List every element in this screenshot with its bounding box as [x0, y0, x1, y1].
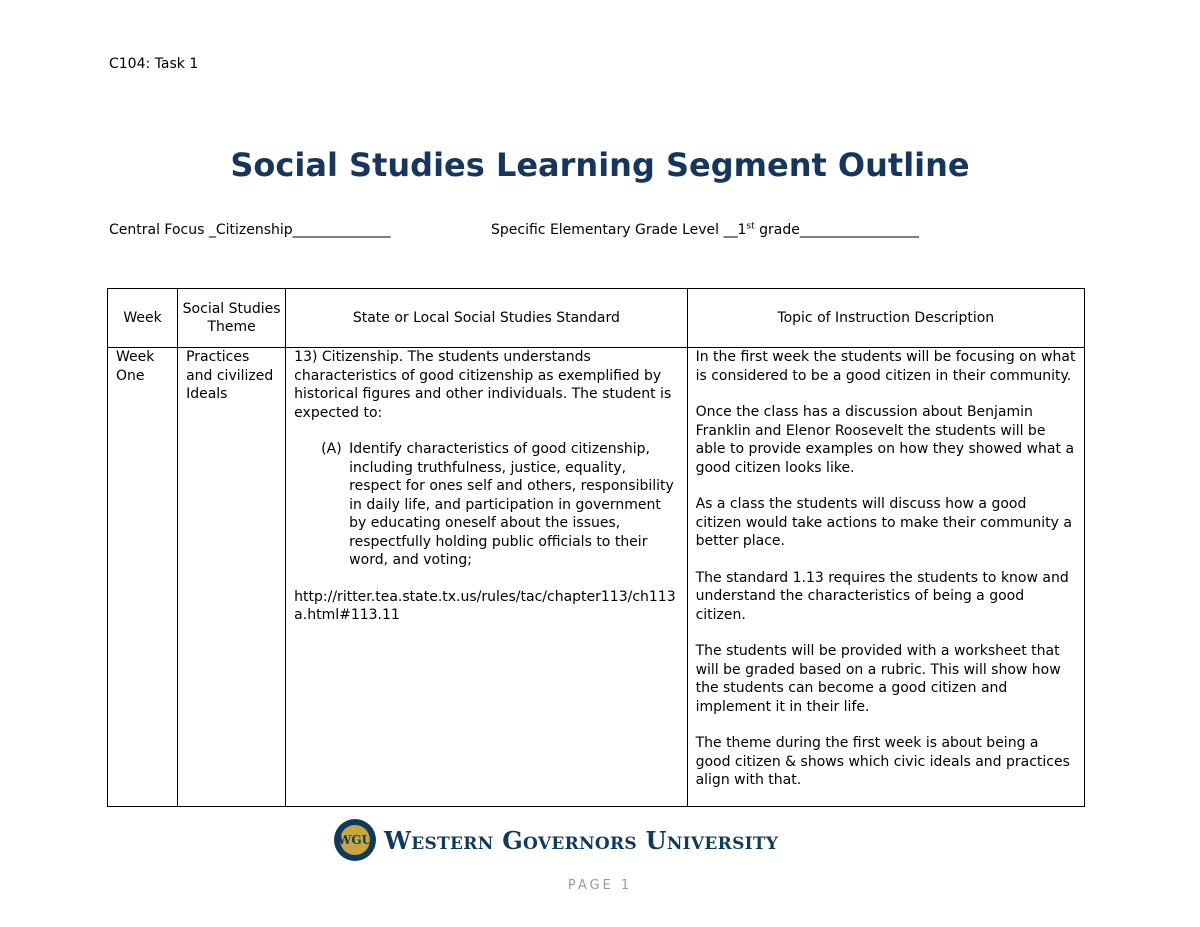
header-row — [108, 289, 1085, 348]
document-title: Social Studies Learning Segment Outline — [230, 146, 970, 184]
topic-paragraph: The standard 1.13 requires the students to know and understand the characteristics of being a good citizen. — [695, 569, 1069, 623]
standard-item-text: Identify characteristics of good citizenship, including truthfulness, justice, equality, respect for ones self and others, responsibility in daily life, and participation in government by educating oneself about the issues, respectfully holding public officials to their word, and voting; — [349, 441, 674, 568]
standard-list-item — [294, 440, 678, 570]
page-number: PAGE 1 — [567, 878, 633, 893]
table-row — [108, 348, 1085, 807]
standard-cell — [286, 348, 687, 807]
header-topic: Topic of Instruction Description — [687, 289, 1084, 348]
grade-level-suffix: grade_________________ — [754, 222, 919, 238]
university-name: Western Governors University — [384, 825, 779, 855]
standard-item-marker: (A) — [321, 441, 342, 457]
grade-level-line — [491, 222, 919, 238]
seal-text: WGU — [337, 833, 373, 847]
topic-paragraph: Once the class has a discussion about Benjamin Franklin and Elenor Roosevelt the students will be able to provide examples on how they showed what a good citizen looks like. — [695, 404, 1075, 476]
outline-table — [107, 288, 1085, 807]
topic-cell — [687, 348, 1084, 807]
grade-level-prefix: Specific Elementary Grade Level __1 — [491, 222, 747, 238]
standard-list — [294, 440, 678, 570]
header-week: Week — [108, 289, 178, 348]
topic-paragraph: The students will be provided with a worksheet that will be graded based on a rubric. This will show how the students can become a good citizen and implement it in their life. — [695, 643, 1061, 715]
header-standard: State or Local Social Studies Standard — [286, 289, 687, 348]
theme-cell: Practices and civilized Ideals — [178, 348, 286, 807]
topic-paragraph: In the first week the students will be focusing on what is considered to be a good citizen in their community. — [695, 349, 1076, 384]
standard-link[interactable]: http://ritter.tea.state.tx.us/rules/tac/chapter113/ch113a.html#113.11 — [294, 588, 676, 623]
week-cell: Week One — [108, 348, 178, 807]
wgu-logo — [334, 818, 778, 862]
topic-paragraph: The theme during the first week is about being a good citizen & shows which civic ideals and practices align with that. — [695, 735, 1070, 788]
course-label: C104: Task 1 — [109, 56, 199, 72]
topic-paragraph: As a class the students will discuss how a good citizen would take actions to make their community a better place. — [695, 496, 1072, 549]
wgu-seal-icon — [334, 819, 376, 861]
grade-level-ordinal: st — [746, 221, 755, 232]
standard-intro: 13) Citizenship. The students understands characteristics of good citizenship as exemplified by historical figures and other individuals. The student is expected to: — [294, 349, 672, 421]
central-focus-line: Central Focus _Citizenship______________ — [109, 222, 391, 238]
header-theme: Social Studies Theme — [178, 289, 286, 348]
